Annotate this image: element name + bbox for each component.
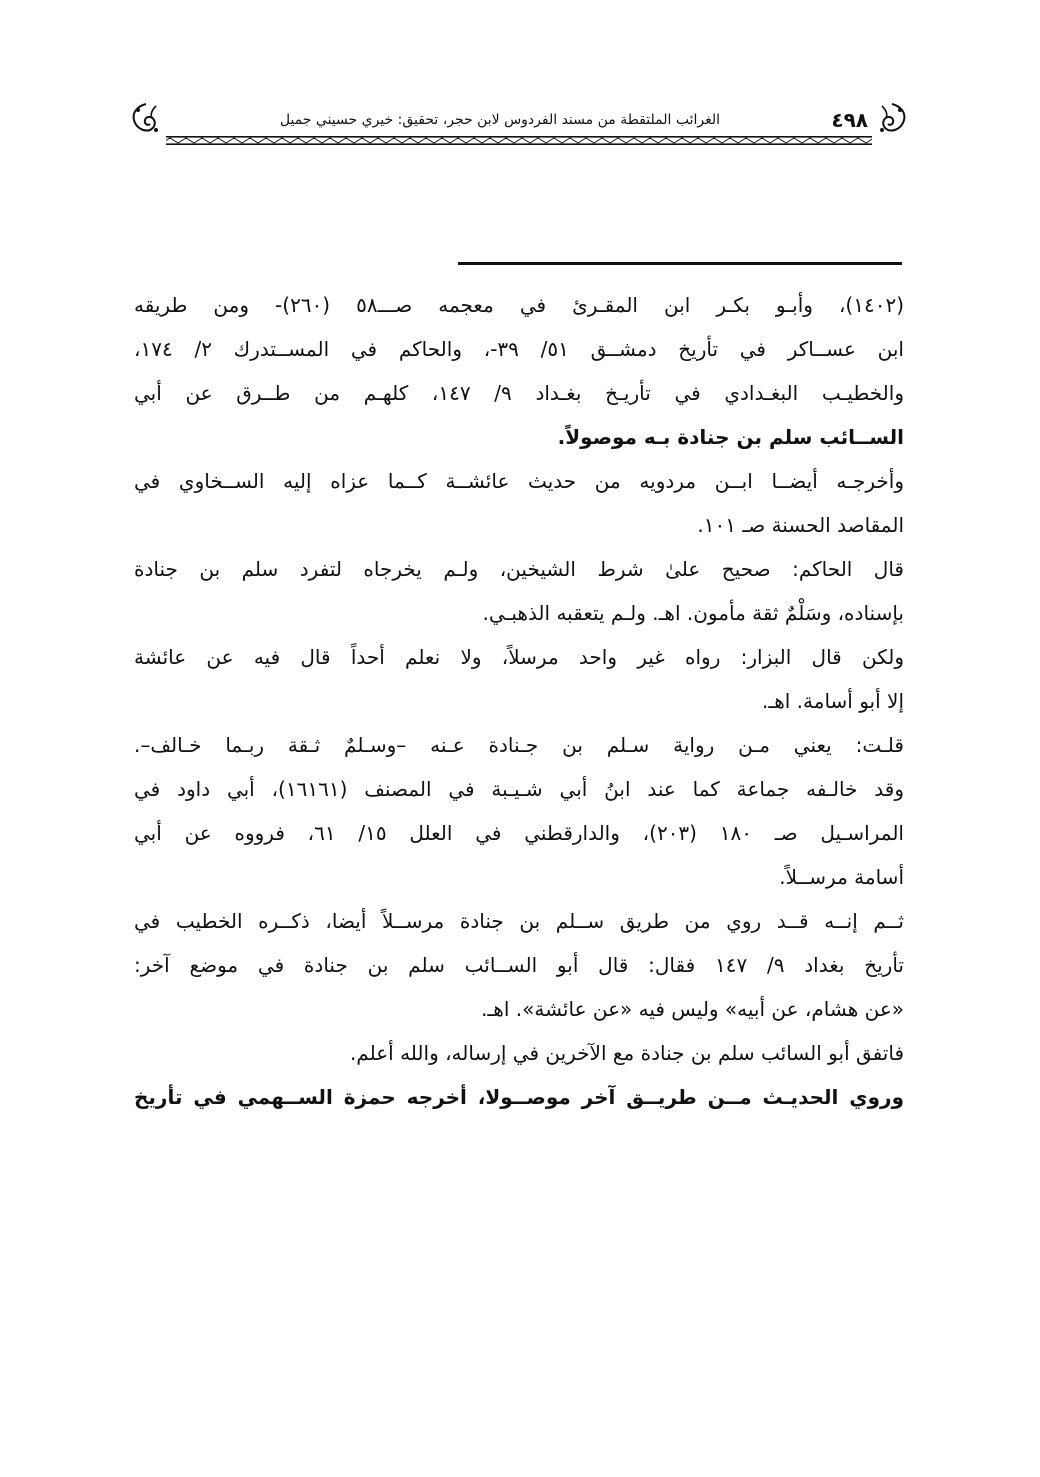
text-line-5: وأخرجـه أيضــا ابــن مردويه من حديث عائشــة كــما عزاه إليه الســخاوي في <box>134 469 904 493</box>
text-line-16: تأريخ بغداد ٩/ ١٤٧ فقال: قال أبو الســائب سلم بن جنادة في موضع آخر: <box>134 953 904 977</box>
header-divider <box>166 136 872 145</box>
text-line-11: قلـت: يعني مـن رواية سـلم بن جـنادة عـنه –وسـلمٌ ثـقة ربـما خـالف–. <box>134 733 904 757</box>
text-line-8: بإسناده، وسَلْمٌ ثقة مأمون. اهـ. ولـم يتعقبه الذهبـي. <box>482 601 904 625</box>
footnote-separator <box>458 262 902 265</box>
text-line-15: ثــم إنــه قــد روي من طريق ســلم بن جنادة مرســلاً أيضا، ذكــره الخطيب في <box>134 909 904 933</box>
text-line-6: المقاصد الحسنة صـ ١٠١. <box>697 513 904 537</box>
left-ornament-icon <box>130 102 162 136</box>
text-line-4: الســائب سلم بن جنادة بـه موصولاً. <box>557 425 904 449</box>
text-line-13: المراسـيل صـ ١٨٠ (٢٠٣)، والدارقطني في العلل ١٥/ ٦١، فرووه عن أبي <box>134 821 904 845</box>
text-line-9: ولكن قال البزار: رواه غير واحد مرسلاً، ولا نعلم أحداً قال فيه عن عائشة <box>134 645 904 669</box>
header-title: الغرائب الملتقطة من مسند الفردوس لابن حجر، تحقيق: خيري حسيني جميل <box>279 112 720 128</box>
text-line-17: «عن هشام، عن أبيه» وليس فيه «عن عائشة». اهـ. <box>481 997 904 1021</box>
text-line-3: والخطيـب البغـدادي في تأريـخ بغـداد ٩/ ١٤٧، كلهـم من طــرق عن أبي <box>134 381 904 405</box>
text-line-12: وقد خالـفه جماعة كما عند ابنُ أبي شـيـبة في المصنف (١٦١٦١)، أبي داود في <box>134 777 904 801</box>
text-line-1: (١٤٠٢)، وأبـو بكـر ابن المقـرئ في معجمه صـــ٥٨ (٢٦٠)- ومن طريقه <box>134 293 904 317</box>
text-line-14: أسامة مرســلاً. <box>779 865 904 889</box>
text-line-2: ابن عســاكر في تأريخ دمشــق ٥١/ ٣٩-، والحاكم في المســتدرك ٢/ ١٧٤، <box>134 337 904 361</box>
text-line-10: إلا أبو أسامة. اهـ. <box>761 689 904 713</box>
text-line-18: فاتفق أبو السائب سلم بن جنادة مع الآخرين في إرساله، والله أعلم. <box>349 1041 904 1065</box>
text-line-7: قال الحاكم: صحيح علىٰ شرط الشيخين، ولـم يخرجاه لتفرد سلم بن جنادة <box>134 557 904 581</box>
running-header <box>130 98 908 148</box>
page-number: ٤٩٨ <box>831 108 868 132</box>
right-ornament-icon <box>876 102 908 136</box>
footnote-text <box>134 283 904 1119</box>
text-line-19: وروي الحديـث مــن طريــق آخر موصــولا، أخرجه حمزة الســهمي في تأريخ <box>134 1085 904 1109</box>
